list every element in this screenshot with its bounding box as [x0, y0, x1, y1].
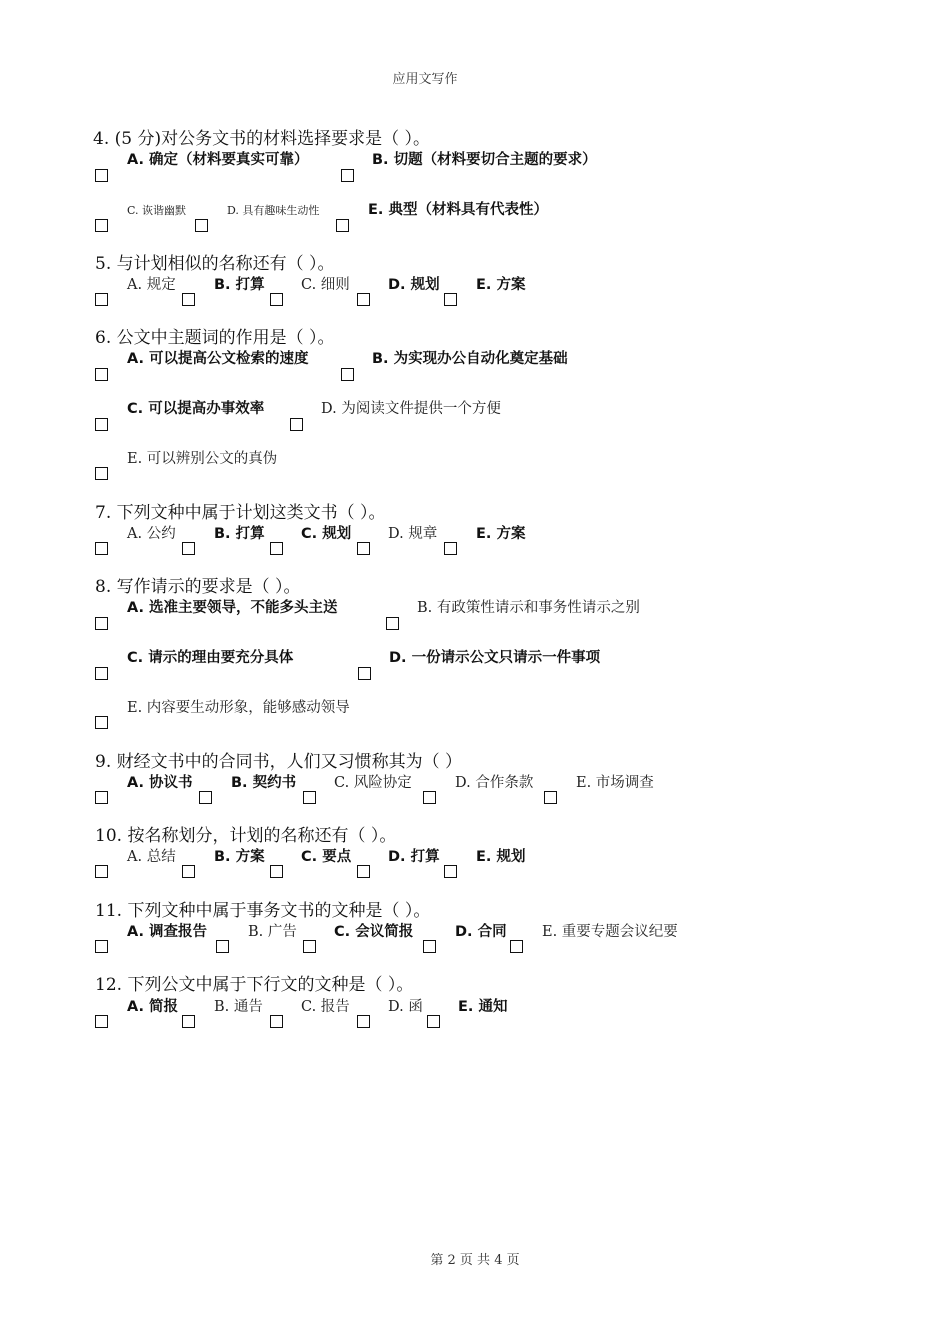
q8-checkbox-e[interactable] [95, 716, 108, 729]
q11-option-b: B. 广告 [248, 924, 297, 940]
q5-option-c: C. 细则 [301, 277, 350, 293]
q8-checkbox-c[interactable] [95, 667, 108, 680]
q6-option-b: B. 为实现办公自动化奠定基础 [372, 351, 568, 367]
q7-checkbox-c[interactable] [270, 542, 283, 555]
q10-option-e: E. 规划 [476, 849, 526, 865]
q7-checkbox-b[interactable] [182, 542, 195, 555]
q5-option-b: B. 打算 [214, 277, 265, 293]
q6-checkbox-c[interactable] [95, 418, 108, 431]
q10-checkbox-d[interactable] [357, 865, 370, 878]
q5-option-d: D. 规划 [388, 277, 440, 293]
q11-option-d: D. 合同 [455, 924, 507, 940]
q6-option-a: A. 可以提高公文检索的速度 [127, 351, 309, 367]
q12-option-d: D. 函 [388, 999, 423, 1015]
q12-checkbox-c[interactable] [270, 1015, 283, 1028]
q9-checkbox-c[interactable] [303, 791, 316, 804]
q11-checkbox-b[interactable] [216, 940, 229, 953]
q5-option-e: E. 方案 [476, 277, 526, 293]
q9-checkbox-d[interactable] [423, 791, 436, 804]
q8-option-c: C. 请示的理由要充分具体 [127, 650, 294, 666]
q4-checkbox-c[interactable] [95, 219, 108, 232]
page-footer: 第 2 页 共 4 页 [430, 1253, 520, 1268]
q8-option-d: D. 一份请示公文只请示一件事项 [389, 650, 601, 666]
q7-option-e: E. 方案 [476, 526, 526, 542]
question-10-stem: 10. 按名称划分，计划的名称还有（ ）。 [95, 826, 397, 846]
question-7-stem: 7. 下列文种中属于计划这类文书（ ）。 [95, 503, 386, 523]
q9-option-a: A. 协议书 [127, 775, 193, 791]
q5-checkbox-d[interactable] [357, 293, 370, 306]
q12-checkbox-b[interactable] [182, 1015, 195, 1028]
question-8-stem: 8. 写作请示的要求是（ ）。 [95, 577, 301, 597]
q9-checkbox-a[interactable] [95, 791, 108, 804]
question-4-stem: 4. (5 分)对公务文书的材料选择要求是（ ）。 [93, 129, 431, 149]
q9-checkbox-e[interactable] [544, 791, 557, 804]
q5-checkbox-e[interactable] [444, 293, 457, 306]
q11-checkbox-d[interactable] [423, 940, 436, 953]
q7-checkbox-a[interactable] [95, 542, 108, 555]
q8-checkbox-a[interactable] [95, 617, 108, 630]
q12-option-c: C. 报告 [301, 999, 350, 1015]
q9-option-b: B. 契约书 [231, 775, 297, 791]
q7-option-a: A. 公约 [127, 526, 176, 542]
q11-checkbox-c[interactable] [303, 940, 316, 953]
q8-checkbox-d[interactable] [358, 667, 371, 680]
q6-checkbox-d[interactable] [290, 418, 303, 431]
q9-checkbox-b[interactable] [199, 791, 212, 804]
q10-checkbox-c[interactable] [270, 865, 283, 878]
q6-checkbox-b[interactable] [341, 368, 354, 381]
q12-checkbox-d[interactable] [357, 1015, 370, 1028]
q4-checkbox-b[interactable] [341, 169, 354, 182]
q7-option-b: B. 打算 [214, 526, 265, 542]
q4-option-e: E. 典型（材料具有代表性） [368, 202, 548, 218]
question-9-stem: 9. 财经文书中的合同书，人们又习惯称其为（ ） [95, 752, 463, 772]
q12-option-e: E. 通知 [458, 999, 508, 1015]
question-12-stem: 12. 下列公文中属于下行文的文种是（ ）。 [95, 975, 414, 995]
q5-checkbox-c[interactable] [270, 293, 283, 306]
q10-checkbox-b[interactable] [182, 865, 195, 878]
question-11-stem: 11. 下列文种中属于事务文书的文种是（ ）。 [95, 901, 431, 921]
q6-option-c: C. 可以提高办事效率 [127, 401, 265, 417]
q12-checkbox-a[interactable] [95, 1015, 108, 1028]
q8-option-e: E. 内容要生动形象，能够感动领导 [127, 700, 350, 716]
question-6-stem: 6. 公文中主题词的作用是（ ）。 [95, 328, 335, 348]
q11-checkbox-a[interactable] [95, 940, 108, 953]
q8-option-b: B. 有政策性请示和事务性请示之别 [417, 600, 640, 616]
q10-checkbox-e[interactable] [444, 865, 457, 878]
q5-option-a: A. 规定 [127, 277, 176, 293]
q11-option-e: E. 重要专题会议纪要 [542, 924, 678, 940]
q7-checkbox-e[interactable] [444, 542, 457, 555]
q7-checkbox-d[interactable] [357, 542, 370, 555]
q7-option-c: C. 规划 [301, 526, 352, 542]
q4-checkbox-a[interactable] [95, 169, 108, 182]
q10-option-c: C. 要点 [301, 849, 352, 865]
q9-option-d: D. 合作条款 [455, 775, 534, 791]
q4-option-c: C. 诙谐幽默 [127, 204, 187, 217]
q4-checkbox-d[interactable] [195, 219, 208, 232]
q4-checkbox-e[interactable] [336, 219, 349, 232]
q6-option-e: E. 可以辨别公文的真伪 [127, 451, 278, 467]
q12-option-b: B. 通告 [214, 999, 263, 1015]
q6-option-d: D. 为阅读文件提供一个方便 [321, 401, 501, 417]
q7-option-d: D. 规章 [388, 526, 438, 542]
q10-option-a: A. 总结 [127, 849, 176, 865]
page-header: 应用文写作 [392, 72, 458, 87]
q10-option-b: B. 方案 [214, 849, 265, 865]
q11-option-a: A. 调查报告 [127, 924, 208, 940]
q8-option-a: A. 选准主要领导，不能多头主送 [127, 600, 338, 616]
q9-option-e: E. 市场调查 [576, 775, 654, 791]
q12-option-a: A. 简报 [127, 999, 179, 1015]
q11-checkbox-e[interactable] [510, 940, 523, 953]
q4-option-b: B. 切题（材料要切合主题的要求） [372, 152, 597, 168]
q4-option-d: D. 具有趣味生动性 [227, 204, 320, 217]
q11-option-c: C. 会议简报 [334, 924, 414, 940]
q12-checkbox-e[interactable] [427, 1015, 440, 1028]
q5-checkbox-a[interactable] [95, 293, 108, 306]
q10-checkbox-a[interactable] [95, 865, 108, 878]
q4-option-a: A. 确定（材料要真实可靠） [127, 152, 309, 168]
question-5-stem: 5. 与计划相似的名称还有（ ）。 [95, 254, 335, 274]
q10-option-d: D. 打算 [388, 849, 440, 865]
q5-checkbox-b[interactable] [182, 293, 195, 306]
q9-option-c: C. 风险协定 [334, 775, 412, 791]
q6-checkbox-a[interactable] [95, 368, 108, 381]
q8-checkbox-b[interactable] [386, 617, 399, 630]
q6-checkbox-e[interactable] [95, 467, 108, 480]
